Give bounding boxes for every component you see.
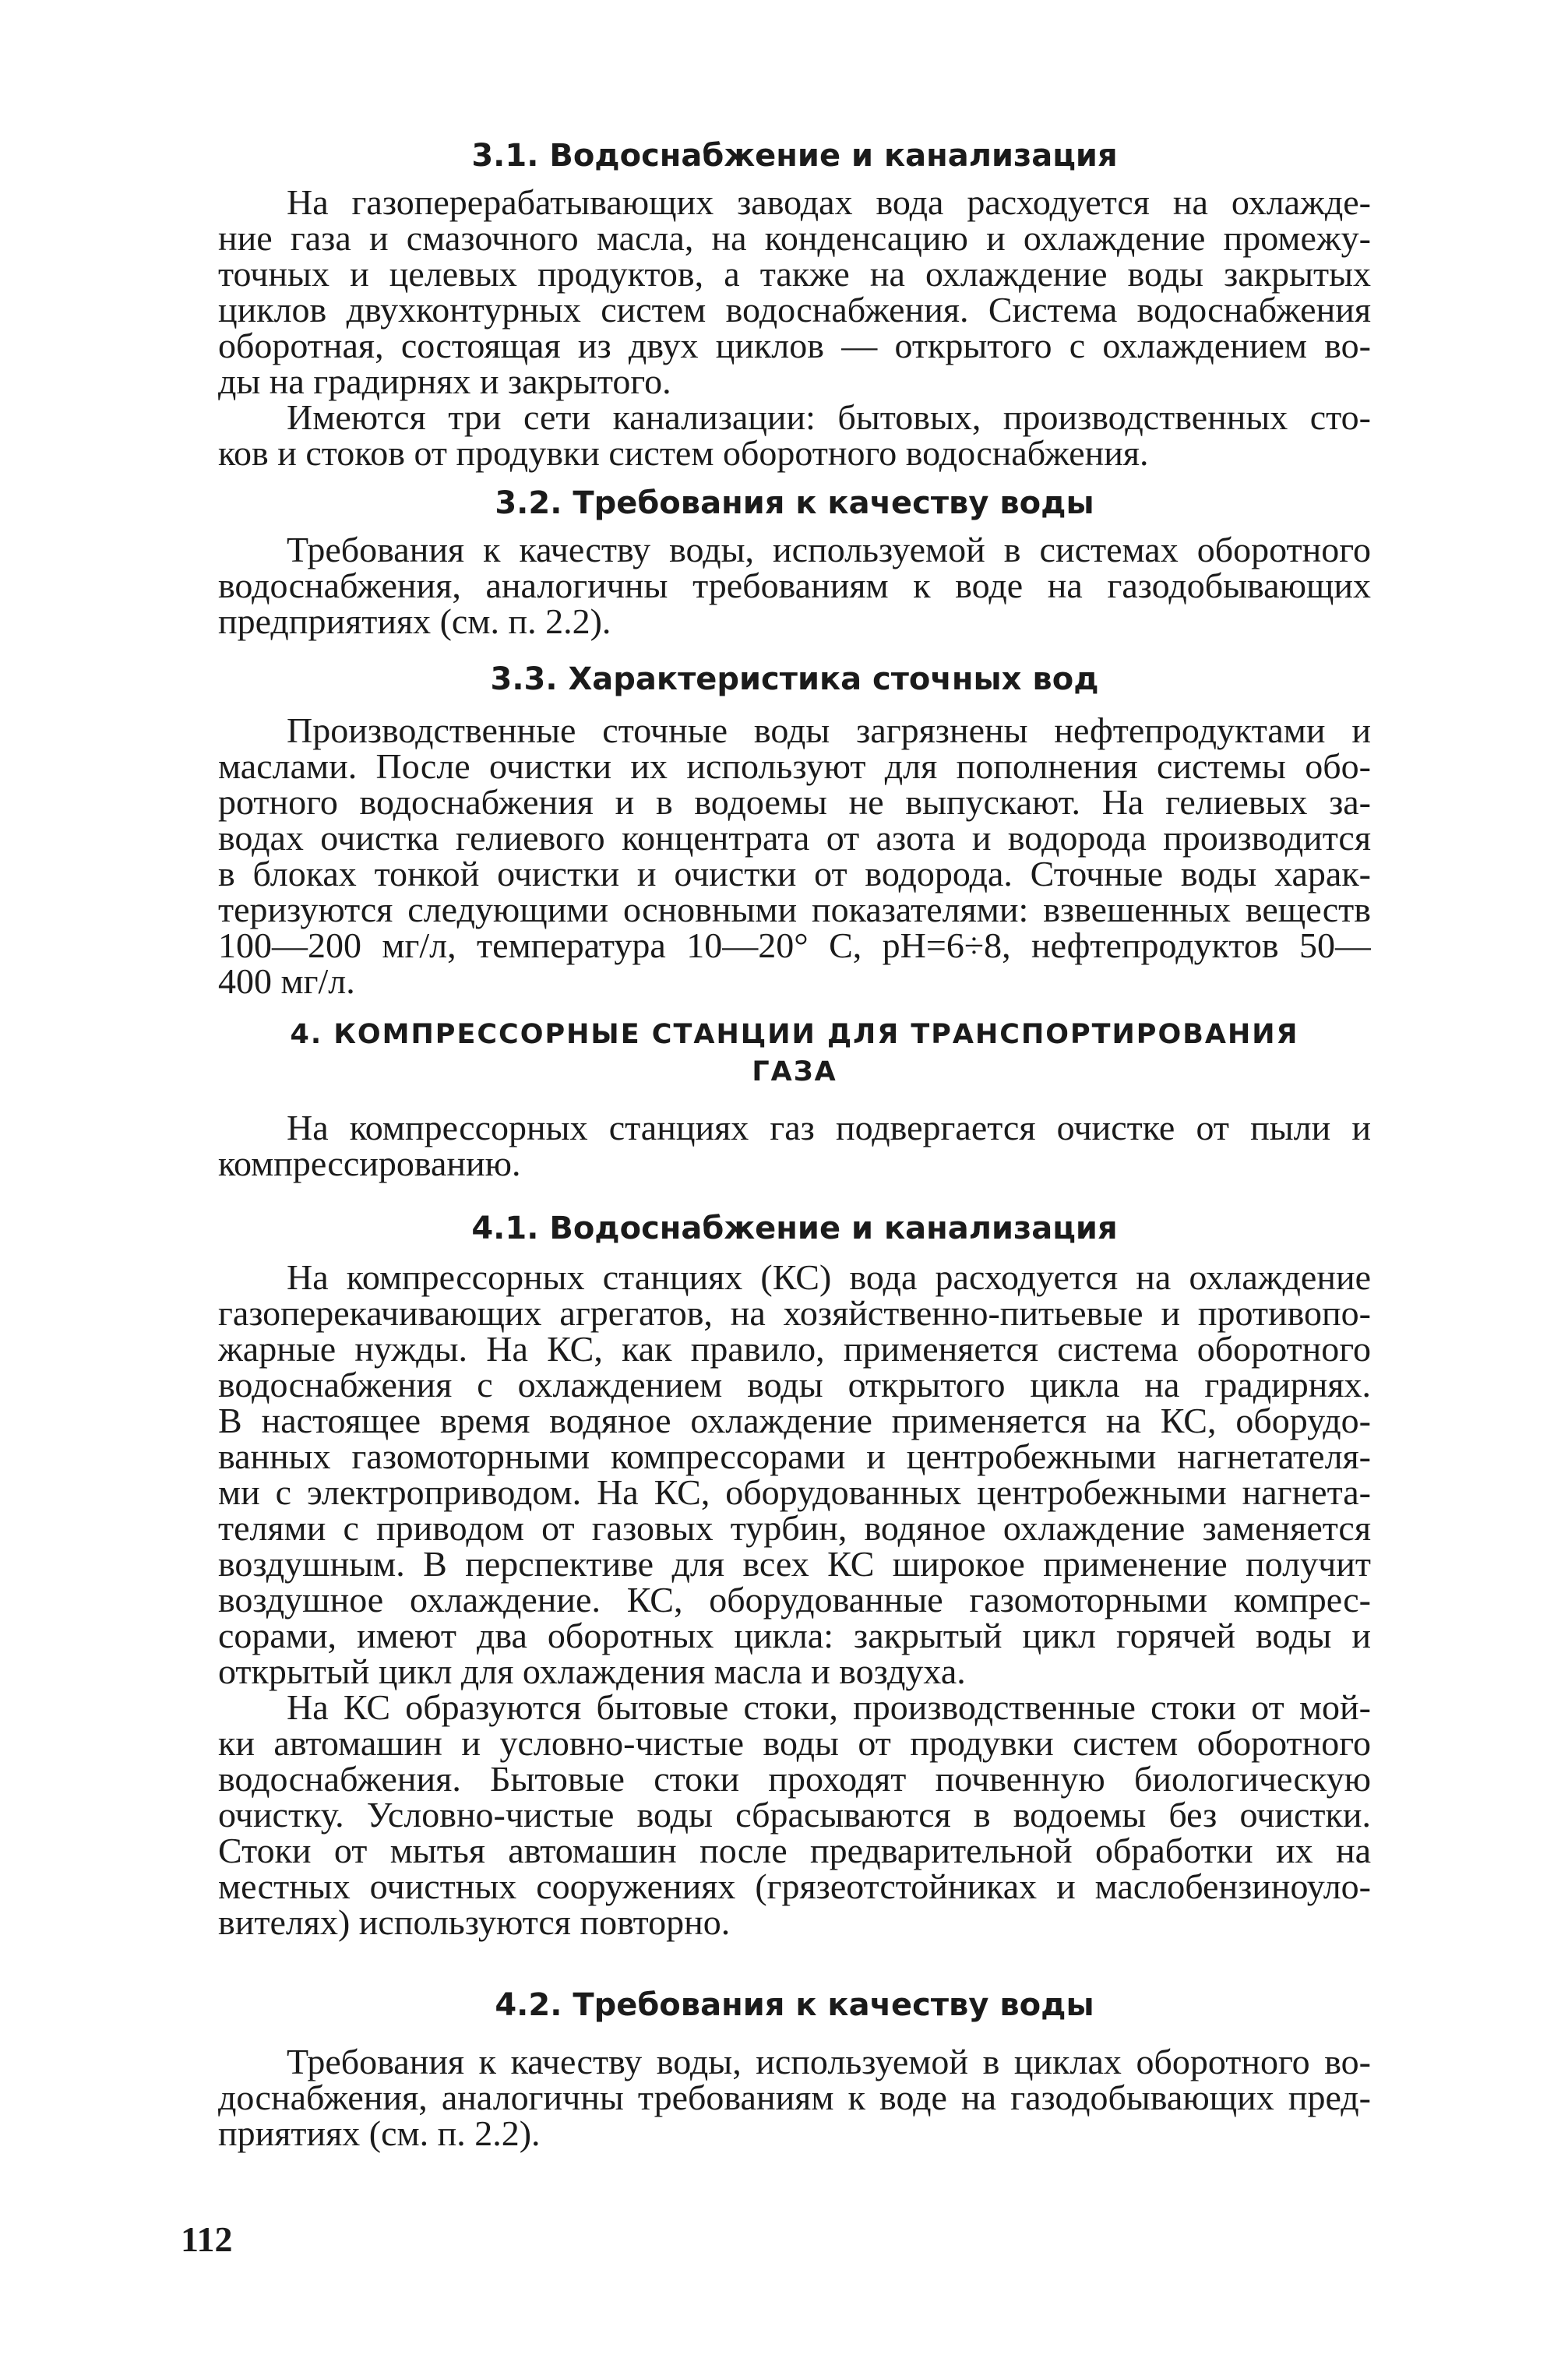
text-line: На компрессорных станциях (КС) вода расходуется на охлаждение (287, 1258, 1371, 1297)
section-heading-4-2: 4.2. Требования к качеству воды (495, 1987, 1094, 2023)
text-line: Имеются три сети канализации: бытовых, производственных сто- (287, 398, 1371, 437)
text-line: ды на градирнях и закрытого. (218, 362, 671, 401)
section-heading-3-2: 3.2. Требования к качеству воды (495, 485, 1094, 521)
text-line: В настоящее время водяное охлаждение применяется на КС, оборудо- (218, 1401, 1371, 1440)
text-line: маслами. После очистки их используют для пополнения системы обо- (218, 747, 1371, 786)
text-line: ков и стоков от продувки систем оборотного водоснабжения. (218, 434, 1149, 473)
text-line: точных и целевых продуктов, а также на охлаждение воды закрытых (218, 255, 1371, 294)
text-line: воздушным. В перспективе для всех КС широкое применение получит (218, 1545, 1371, 1584)
text-line: водоснабжения. Бытовые стоки проходят почвенную биологическую (218, 1760, 1371, 1799)
text-line: циклов двухконтурных систем водоснабжения. Система водоснабжения (218, 291, 1371, 330)
chapter-heading-4: 4. КОМПРЕССОРНЫЕ СТАНЦИИ ДЛЯ ТРАНСПОРТИРОВАНИЯ (290, 1019, 1299, 1050)
text-line: компрессированию. (218, 1144, 521, 1183)
section-heading-3-3: 3.3. Характеристика сточных вод (490, 661, 1099, 697)
text-line: Стоки от мытья автомашин после предварительной обработки их на (218, 1831, 1371, 1870)
text-line: Требования к качеству воды, используемой в системах оборотного (287, 530, 1371, 569)
page-number: 112 (181, 2219, 233, 2259)
text-line: ротного водоснабжения и в водоемы не выпускают. На гелиевых за- (218, 783, 1371, 822)
section-heading-3-1: 3.1. Водоснабжение и канализация (471, 138, 1118, 174)
text-line: ванных газомоторными компрессорами и центробежными нагнетателя- (218, 1437, 1371, 1476)
text-line: очистку. Условно-чистые воды сбрасываются в водоемы без очистки. (218, 1796, 1371, 1835)
text-line: воздушное охлаждение. КС, оборудованные газомоторными компрес- (218, 1581, 1371, 1620)
text-line: телями с приводом от газовых турбин, водяное охлаждение заменяется (218, 1509, 1371, 1548)
text-line: открытый цикл для охлаждения масла и воздуха. (218, 1652, 966, 1691)
chapter-heading-4-cont: ГАЗА (752, 1056, 837, 1087)
text-line: доснабжения, аналогичны требованиям к воде на газодобывающих пред- (218, 2078, 1371, 2117)
text-line: Требования к качеству воды, используемой в циклах оборотного во- (287, 2042, 1371, 2081)
text-line: 100—200 мг/л, температура 10—20° С, pH=6÷8, нефтепродуктов 50— (218, 926, 1371, 965)
text-line: ми с электроприводом. На КС, оборудованных центробежными нагнета- (218, 1473, 1371, 1512)
text-line: водах очистка гелиевого концентрата от азота и водорода производится (218, 819, 1371, 858)
text-line: предприятиях (см. п. 2.2). (218, 602, 611, 641)
text-line: сорами, имеют два оборотных цикла: закрытый цикл горячей воды и (218, 1616, 1371, 1655)
text-line: в блоках тонкой очистки и очистки от водорода. Сточные воды харак- (218, 855, 1371, 893)
text-line: водоснабжения с охлаждением воды открытого цикла на градирнях. (218, 1366, 1371, 1405)
text-line: Производственные сточные воды загрязнены нефтепродуктами и (287, 711, 1371, 750)
text-line: 400 мг/л. (218, 962, 355, 1001)
section-heading-4-1: 4.1. Водоснабжение и канализация (471, 1211, 1118, 1246)
text-line: теризуются следующими основными показателями: взвешенных веществ (218, 890, 1371, 929)
text-line: ки автомашин и условно-чистые воды от продувки систем оборотного (218, 1724, 1371, 1763)
text-line: вителях) используются повторно. (218, 1903, 731, 1942)
text-line: На газоперерабатывающих заводах вода расходуется на охлажде- (287, 183, 1371, 222)
text-line: газоперекачивающих агрегатов, на хозяйственно-питьевые и противопо- (218, 1294, 1371, 1333)
text-line: водоснабжения, аналогичны требованиям к воде на газодобывающих (218, 566, 1371, 605)
text-line: оборотная, состоящая из двух циклов — открытого с охлаждением во- (218, 326, 1371, 365)
text-line: ние газа и смазочного масла, на конденсацию и охлаждение промежу- (218, 219, 1371, 258)
text-line: На КС образуются бытовые стоки, производственные стоки от мой- (287, 1688, 1371, 1727)
text-line: жарные нужды. На КС, как правило, применяется система оборотного (218, 1330, 1371, 1369)
text-line: приятиях (см. п. 2.2). (218, 2114, 541, 2153)
text-line: На компрессорных станциях газ подвергается очистке от пыли и (287, 1108, 1371, 1147)
text-line: местных очистных сооружениях (грязеотстойниках и маслобензиноуло- (218, 1867, 1371, 1906)
